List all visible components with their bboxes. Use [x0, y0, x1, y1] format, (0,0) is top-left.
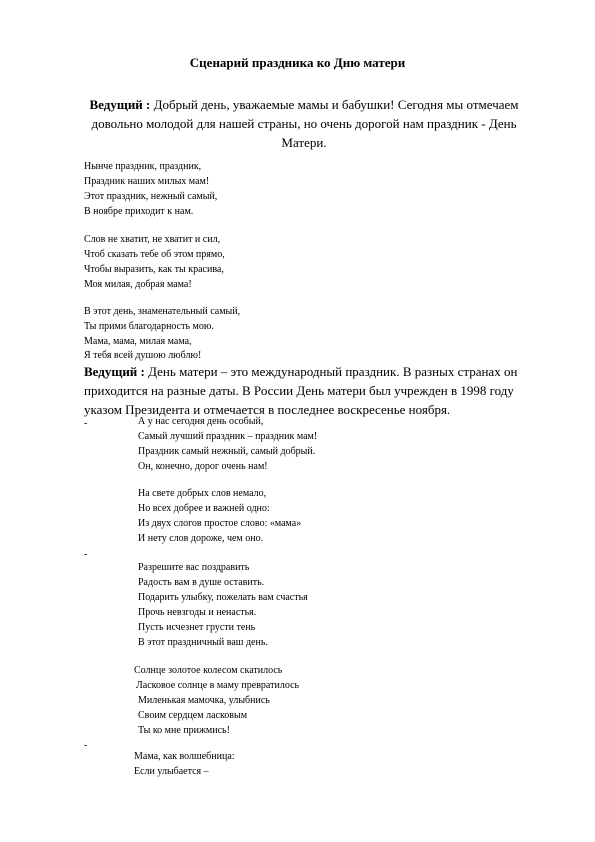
poem-line: В этот день, знаменательный самый, — [84, 306, 241, 317]
poem-line: Подарить улыбку, пожелать вам счастья — [138, 592, 308, 603]
intro-text: Добрый день, уважаемые мамы и бабушки! Сегодня мы отмечаем довольно молодой для нашей страны, но очень дорогой нам праздник - День Матери. — [91, 97, 519, 150]
poem-line: И нету слов дороже, чем оно. — [138, 533, 264, 544]
poem-line: Я тебя всей душою люблю! — [84, 350, 202, 361]
speaker-label: Ведущий : — [89, 97, 151, 112]
poem-line: Пусть исчезнет грусти тень — [138, 622, 256, 633]
poem-line: Ты ко мне прижмись! — [138, 725, 230, 736]
poem-line: Ты прими благодарность мою. — [84, 321, 214, 332]
poem-line: Чтобы выразить, как ты красива, — [84, 264, 224, 275]
poem-line: Праздник наших милых мам! — [84, 176, 210, 187]
poem-line: Этот праздник, нежный самый, — [84, 191, 218, 202]
poem-line: Нынче праздник, праздник, — [84, 161, 202, 172]
poem-line: Разрешите вас поздравить — [138, 562, 250, 573]
poem-line: Мама, мама, милая мама, — [84, 336, 192, 347]
poem-line: На свете добрых слов немало, — [138, 488, 267, 499]
poem-line: Моя милая, добрая мама! — [84, 279, 192, 290]
poem-line: Самый лучший праздник – праздник мам! — [138, 431, 318, 442]
poem-line: Солнце золотое колесом скатилось — [134, 665, 283, 676]
poem-line: Слов не хватит, не хватит и сил, — [84, 234, 221, 245]
poem-line: Чтоб сказать тебе об этом прямо, — [84, 249, 225, 260]
poem-line: Радость вам в душе оставить. — [138, 577, 265, 588]
poem-line: В ноябре приходит к нам. — [84, 206, 194, 217]
poem-line: Миленькая мамочка, улыбнись — [138, 695, 270, 706]
poem-line: Прочь невзгоды и ненастья. — [138, 607, 257, 618]
poem-line: Из двух слогов простое слово: «мама» — [138, 518, 302, 529]
poem-line: Но всех добрее и важней одно: — [138, 503, 270, 514]
document-title: Сценарий праздника ко Дню матери — [189, 55, 406, 70]
dash-marker: - — [84, 549, 88, 560]
speaker-label: Ведущий : — [84, 364, 145, 379]
poem-line: Мама, как волшебница: — [134, 751, 235, 762]
intro-paragraph — [84, 95, 524, 152]
poem-line: А у нас сегодня день особый, — [138, 416, 264, 427]
poem-line: Праздник самый нежный, самый добрый. — [138, 446, 316, 457]
host-paragraph — [84, 362, 554, 419]
poem-line: Он, конечно, дорог очень нам! — [138, 461, 268, 472]
poem-line: Ласковое солнце в маму превратилось — [136, 680, 300, 691]
dash-marker: - — [84, 740, 88, 751]
poem-line: Если улыбается – — [134, 766, 209, 777]
poem-line: Своим сердцем ласковым — [138, 710, 248, 721]
poem-line: В этот праздничный ваш день. — [138, 637, 268, 648]
host-text: День матери – это международный праздник. В разных странах он приходится на разные даты. В России День матери был учрежден в 1998 году указом Президента и отмечается в последнее воскресенье ноября. — [84, 364, 518, 417]
dash-marker: - — [84, 418, 88, 429]
